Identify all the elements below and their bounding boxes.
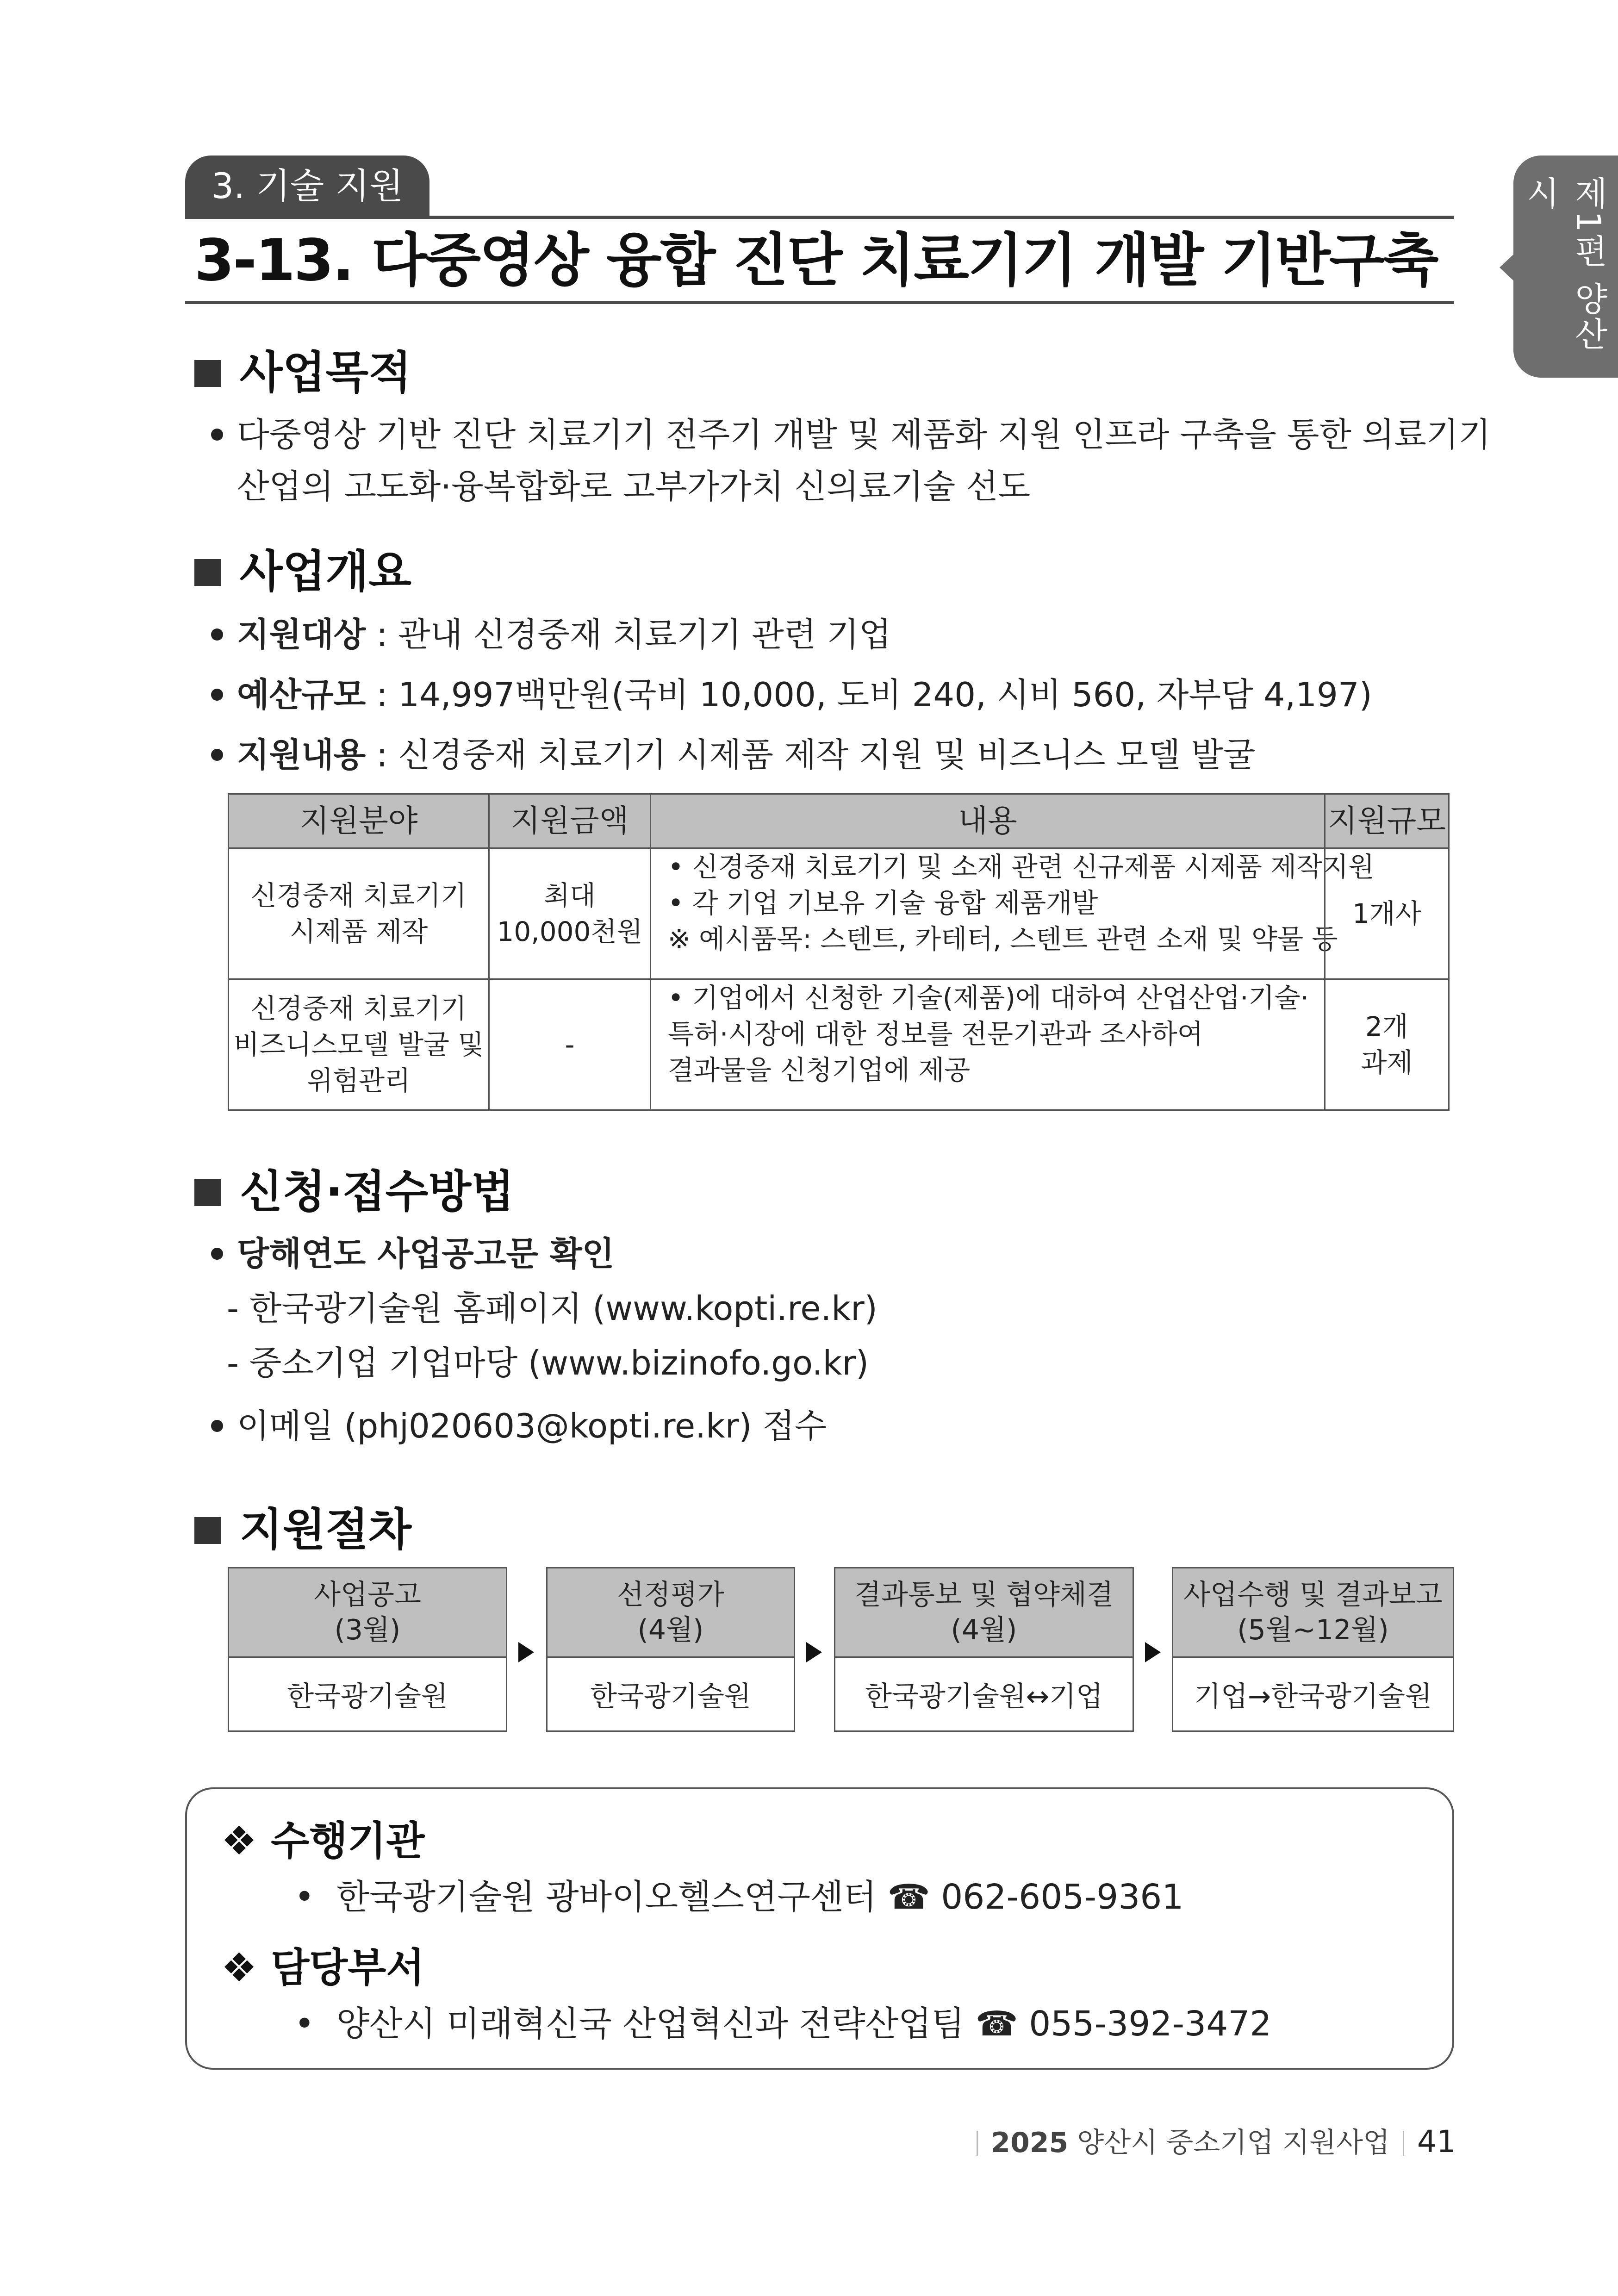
overview-heading: 사업개요 xyxy=(194,541,411,602)
dept-phone: 055-392-3472 xyxy=(1029,2004,1272,2044)
table-row-2-amount: - xyxy=(488,978,651,1111)
title-rule-bottom xyxy=(185,301,1454,304)
table-row-2-content: • 기업에서 신청한 기술(제품)에 대하여 산업산업·기술· 특허·시장에 대한 정보를 전문기관과 조사하여 결과물을 신청기업에 제공 xyxy=(650,978,1326,1111)
procedure-step-2 xyxy=(546,1567,795,1732)
square-bullet-icon xyxy=(194,1517,221,1544)
table-header-scale: 지원규모 xyxy=(1324,793,1450,849)
procedure-heading: 지원절차 xyxy=(194,1500,411,1560)
bullet-icon xyxy=(211,689,223,701)
purpose-line-1: 다중영상 기반 진단 치료기기 전주기 개발 및 제품화 지원 인프라 구축을 통한 의료기기 xyxy=(211,409,1491,460)
footer-title: 양산시 중소기업 지원사업 xyxy=(1077,2127,1390,2159)
overview-budget: 예산규모 : 14,997백만원(국비 10,000, 도비 240, 시비 560, 자부담 4,197) xyxy=(211,669,1372,720)
table-row-1-content: • 신경중재 치료기기 및 소재 관련 신규제품 시제품 제작지원 • 각 기업 기보유 기술 융합 제품개발 ※ 예시품목: 스텐트, 카테터, 스텐트 관련 소재 및 약물 등 xyxy=(650,847,1326,980)
procedure-step-3 xyxy=(834,1567,1134,1732)
application-item-1: 당해연도 사업공고문 확인 xyxy=(211,1228,614,1279)
side-tab-label: 제1편 양산시 xyxy=(1521,176,1608,352)
table-row-1-scale: 1개사 xyxy=(1324,847,1450,980)
table-row-2-scale: 2개 과제 xyxy=(1324,978,1450,1111)
step-title: 사업수행 및 결과보고 xyxy=(1183,1579,1443,1611)
table-header-amount: 지원금액 xyxy=(488,793,651,849)
procedure-step-1 xyxy=(228,1567,507,1732)
footer-year: 2025 xyxy=(991,2127,1069,2159)
phone-icon: ☎ xyxy=(975,2004,1018,2044)
table-header-field: 지원분야 xyxy=(228,793,490,849)
overview-content: 지원내용 : 신경중재 치료기기 시제품 제작 지원 및 비즈니스 모델 발굴 xyxy=(211,729,1256,780)
bullet-icon xyxy=(211,429,223,441)
step-title: 선정평가 xyxy=(617,1579,724,1611)
step-org: 한국광기술원 xyxy=(548,1656,794,1730)
step-org: 한국광기술원 xyxy=(229,1656,506,1730)
footer-divider xyxy=(1403,2131,1404,2156)
step-title: 사업공고 xyxy=(314,1579,421,1611)
arrow-right-icon xyxy=(518,1642,534,1662)
square-bullet-icon xyxy=(194,559,221,586)
bullet-icon xyxy=(211,1420,223,1432)
agency-phone: 062-605-9361 xyxy=(941,1877,1184,1917)
dot-icon: • xyxy=(294,1877,315,1917)
application-item-2: 이메일 (phj020603@kopti.re.kr) 접수 xyxy=(211,1400,827,1451)
application-heading: 신청·접수방법 xyxy=(194,1162,514,1222)
bullet-icon xyxy=(211,749,223,761)
step-period: (4월) xyxy=(951,1614,1017,1646)
dept-line: • 양산시 미래혁신국 산업혁신과 전략산업팀 ☎ 055-392-3472 xyxy=(294,2004,1272,2044)
phone-icon: ☎ xyxy=(887,1877,930,1917)
step-org: 기업→한국광기술원 xyxy=(1173,1656,1453,1730)
table-header-content: 내용 xyxy=(650,793,1326,849)
table-row-2-field: 신경중재 치료기기 비즈니스모델 발굴 및 위험관리 xyxy=(228,978,490,1111)
agency-title: ❖ 수행기관 xyxy=(221,1818,425,1864)
step-org: 한국광기술원↔기업 xyxy=(835,1656,1133,1730)
diamond-icon: ❖ xyxy=(221,1945,257,1991)
overview-target: 지원대상 : 관내 신경중재 치료기기 관련 기업 xyxy=(211,609,891,660)
bullet-icon xyxy=(211,628,223,641)
purpose-line-2: 산업의 고도화·융복합화로 고부가가치 신의료기술 선도 xyxy=(237,467,1031,506)
support-table xyxy=(228,793,1450,1111)
application-sub-1: - 한국광기술원 홈페이지 (www.kopti.re.kr) xyxy=(227,1289,877,1328)
procedure-step-4 xyxy=(1172,1567,1454,1732)
square-bullet-icon xyxy=(194,1179,221,1206)
section-tab: 3. 기술 지원 xyxy=(185,156,429,217)
table-row-1-field: 신경중재 치료기기 시제품 제작 xyxy=(228,847,490,980)
bullet-icon xyxy=(211,1248,223,1260)
dot-icon: • xyxy=(294,2004,315,2044)
diamond-icon: ❖ xyxy=(221,1818,257,1864)
application-sub-2: - 중소기업 기업마당 (www.bizinofo.go.kr) xyxy=(227,1344,869,1382)
agency-line: • 한국광기술원 광바이오헬스연구센터 ☎ 062-605-9361 xyxy=(294,1877,1184,1917)
page-title: 3-13. 다중영상 융합 진단 치료기기 개발 기반구축 xyxy=(194,227,1438,294)
step-period: (4월) xyxy=(637,1614,704,1646)
table-row-1-amount: 최대 10,000천원 xyxy=(488,847,651,980)
step-period: (3월) xyxy=(334,1614,401,1646)
page-footer xyxy=(964,2119,1456,2165)
side-tab-pointer xyxy=(1500,254,1514,281)
title-rule-top xyxy=(185,216,1454,219)
footer-divider xyxy=(977,2131,978,2156)
page-number: 41 xyxy=(1417,2124,1456,2159)
purpose-heading: 사업목적 xyxy=(194,342,411,403)
arrow-right-icon xyxy=(1145,1642,1161,1662)
square-bullet-icon xyxy=(194,360,221,387)
dept-title: ❖ 담당부서 xyxy=(221,1945,425,1991)
arrow-right-icon xyxy=(806,1642,822,1662)
step-title: 결과통보 및 협약체결 xyxy=(854,1579,1114,1611)
step-period: (5월~12월) xyxy=(1237,1614,1389,1646)
